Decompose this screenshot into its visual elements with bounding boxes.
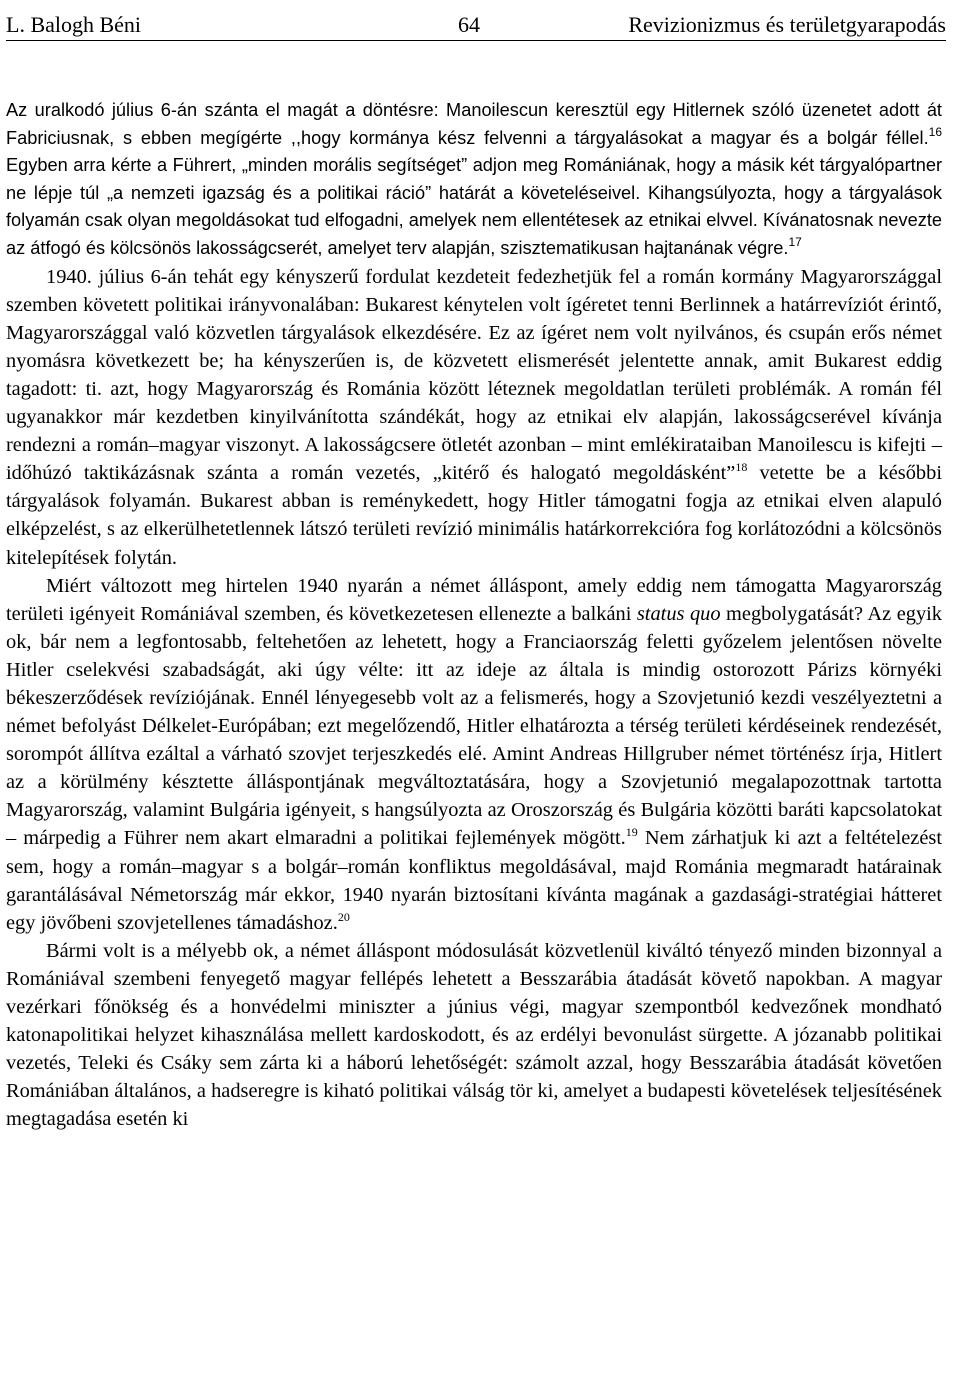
text-run: Egyben arra kérte a Führert, „minden morális segítséget” adjon meg Romániának, hogy a másik két tárgyalópartner ne lépje túl „a nemzeti igazság és a politikai ráció” határát a követeléseivel. Kihangsúlyozta, hogy a tárgyalások folyamán csak olyan megoldásokat tud elfogadni, amelyek nem ellentétesek az etnikai elvvel. Kívánatosnak nevezte az átfogó és kölcsönös lakosságcserét, amelyet terv alapján, szisztematikusan hajtanának végre. [6, 155, 942, 258]
text-run: vetette be a későbbi tárgyalások folyamán. Bukarest abban is reménykedett, hogy Hitler támogatni fogja az etnikai elven alapuló elképzelést, s az elkerülhetetlennek látszó területi revízió minimális határkorrekcióra fog korlátozódni a kölcsönös kitelepítések folytán. [6, 462, 942, 569]
italic-term: status quo [636, 602, 721, 625]
text-run: 1940. július 6-án tehát egy kényszerű fordulat kezdeteit fedezhetjük fel a román kormány Magyarországgal szemben követett politikai irányvonalában: Bukarest kénytelen volt ígéretet tenni Berlinnek a határrevíziót érintő, Magyarországgal való közvetlen tárgyalások elkezdésére. Ez az ígéret nem volt nyilvános, és csupán erős német nyomásra következett be; ha kényszerűen is, de közvetett elismerését jelentette annak, amit Bukarest eddig tagadott: ti. azt, hogy Magyarország és Románia között léteznek megoldatlan területi problémák. A román fél ugyanakkor már kezdetben kinyilvánította szándékát, hogy az etnikai elv alapján, lakosságcserével kívánja rendezni a román–magyar viszonyt. A lakosságcsere ötletét azonban – mint emlékirataiban Manoilescu is kifejti – időhúzó taktikázásnak szánta a román vezetés, „kitérő és halogató megoldásként” [6, 265, 942, 485]
header-page-number: 64 [458, 12, 480, 37]
header-running-title: Revizionizmus és területgyarapodás [628, 12, 946, 37]
footnote-ref: 20 [337, 909, 350, 924]
header-author: L. Balogh Béni [6, 12, 142, 37]
paragraph [6, 263, 942, 572]
footnote-ref: 17 [788, 234, 802, 249]
running-header [6, 8, 946, 41]
paragraph [6, 97, 942, 263]
text-run: megbolygatását? Az egyik ok, bár nem a legfontosabb, feltehetően az lehetett, hogy a Franciaország feletti győzelem jelentősen növelte Hitler cselekvési szabadságát, aki úgy vélte: itt az ideje az általa is mindig ostorozott Párizs környéki békeszerződések revíziójának. Ennél lényegesebb volt az a felismerés, hogy a Szovjetunió kezdi veszélyeztetni a német befolyást Délkelet-Európában; ezt megelőzendő, Hitler elhatározta a térség területi kérdéseinek rendezését, sorompót állítva ezáltal a várható szovjet terjeszkedés elé. Amint Andreas Hillgruber német történész írja, Hitlert az a körülmény késztette álláspontjának megváltoztatására, hogy a Szovjetunió megalapozottnak tartotta Magyarország, valamint Bulgária igényeit, s hangsúlyozta az Oroszország és Bulgária közötti baráti kapcsolatokat – márpedig a Führer nem akart elmaradni a politikai fejlemények mögött. [6, 602, 942, 850]
text-run: Miért változott meg hirtelen 1940 nyarán a német álláspont, amely eddig nem támogatta Magyarország területi igényeit Romániával szemben, és következetesen ellenezte a balkáni [6, 574, 942, 625]
footnote-ref: 18 [735, 460, 748, 475]
paragraph [6, 937, 942, 1134]
text-run: Nem zárhatjuk ki azt a feltételezést sem, hogy a román–magyar s a bolgár–román konfliktus megoldásával, majd Románia megmaradt határainak garantálásával Németország már ekkor, 1940 nyarán biztosítani kívánta magának a gazdasági-stratégiai hátteret egy jövőbeni szovjetellenes támadáshoz. [6, 827, 942, 934]
footnote-ref: 16 [928, 124, 942, 139]
footnote-ref: 19 [625, 825, 638, 840]
body-text [6, 97, 942, 1133]
text-run: Az uralkodó július 6-án szánta el magát a döntésre: Manoilescun keresztül egy Hitlernek szóló üzenetet adott át Fabriciusnak, s ebben megígérte ,,hogy kormánya kész felvenni a tárgyalásokat a magyar és a bolgár féllel. [6, 100, 942, 148]
paragraph [6, 572, 942, 937]
text-run: Bármi volt is a mélyebb ok, a német álláspont módosulását közvetlenül kiváltó tényező minden bizonnyal a Romániával szembeni fenyegető magyar fellépés lehetett a Besszarábia átadását követő napokban. A magyar vezérkari főnökség és a honvédelmi miniszter a június végi, magyar szempontból kedvezőnek mondható katonapolitikai helyzet kihasználása mellett kardoskodott, és az erdélyi bevonulást sürgette. A józanabb politikai vezetés, Teleki és Csáky sem zárta ki a háború lehetőségét: számolt azzal, hogy Besszarábia átadását követően Romániában általános, a hadseregre is kiható politikai válság tör ki, amelyet a budapesti követelések teljesítésének megtagadása esetén ki [6, 939, 942, 1131]
